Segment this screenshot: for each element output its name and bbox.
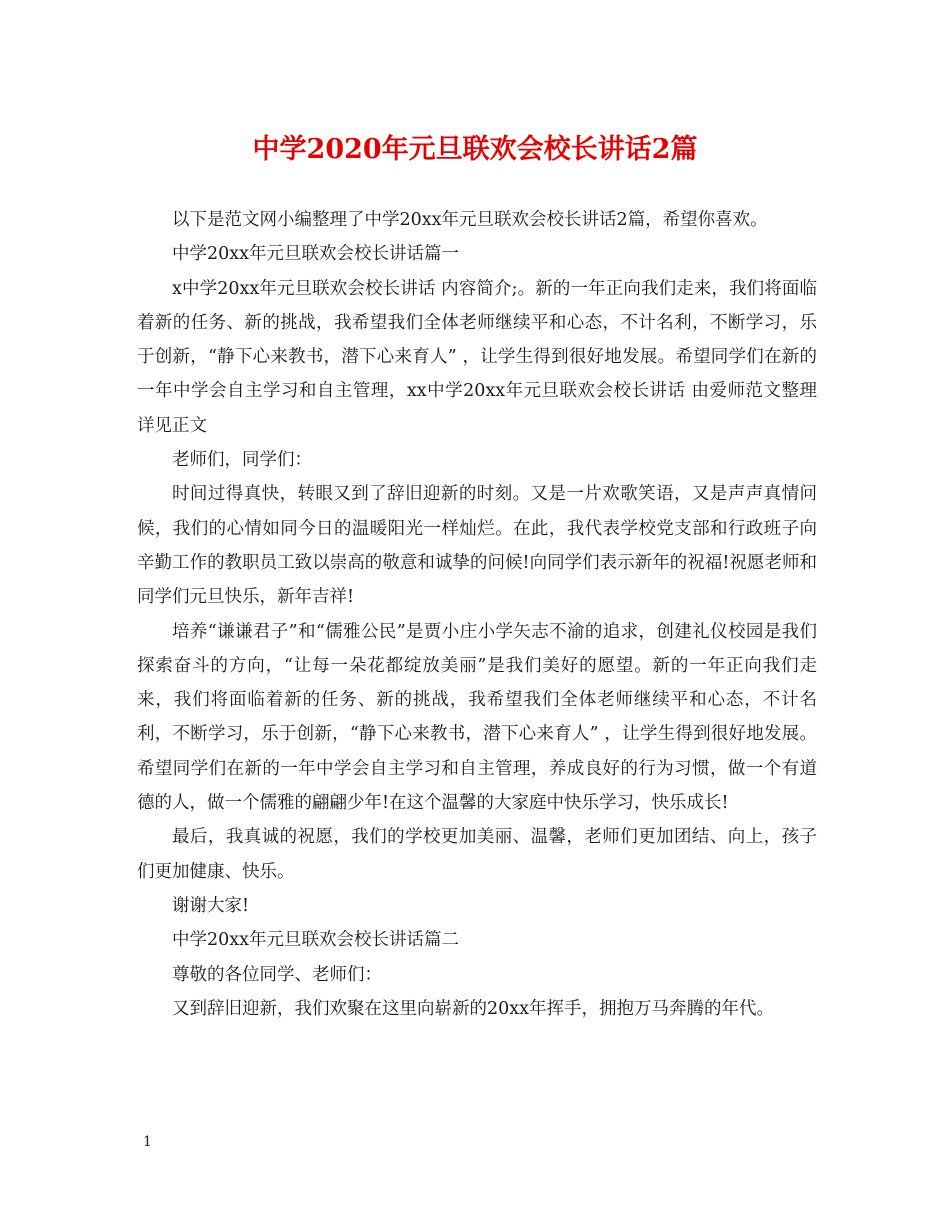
- document-title: 中学2020年元旦联欢会校长讲话2篇: [252, 134, 698, 165]
- document-body: [137, 203, 817, 1026]
- opening-paragraph-two: 又到辞旧迎新，我们欢聚在这里向崭新的20xx年挥手，拥抱万马奔腾的年代。: [172, 998, 775, 1019]
- intro-paragraph: 以下是范文网小编整理了中学20xx年元旦联欢会校长讲话2篇，希望你喜欢。: [172, 210, 768, 230]
- section-heading-one: 中学20xx年元旦联欢会校长讲话篇一: [172, 244, 460, 265]
- salutation-paragraph: 老师们，同学们：: [172, 450, 312, 471]
- page-number: 1: [143, 1134, 152, 1150]
- summary-paragraph: x中学20xx年元旦联欢会校长讲话 内容简介;。新的一年正向我们走来，我们将面临着新的任务、新的挑战，我希望我们全体老师继续平和心态，不计名利，不断学习，乐于创新，“静下心来教书，潜下心来育人” ，让学生得到很好地发展。希望同学们在新的一年中学会自主学习和自主管理，xx中学20xx年元旦联欢会校长讲话 由爱师范文整理 详见正文: [137, 278, 817, 436]
- thanks-paragraph: 谢谢大家!: [172, 895, 250, 916]
- section-heading-two: 中学20xx年元旦联欢会校长讲话篇二: [172, 930, 460, 951]
- greeting-paragraph: 时间过得真快，转眼又到了辞旧迎新的时刻。又是一片欢歌笑语，又是声声真情问候，我们的心情如同今日的温暖阳光一样灿烂。在此，我代表学校党支部和行政班子向辛勤工作的教职员工致以崇高的敬意和诚挚的问候!向同学们表示新年的祝福!祝愿老师和同学们元旦快乐，新年吉祥!: [137, 484, 817, 608]
- salutation-paragraph-two: 尊敬的各位同学、老师们：: [172, 964, 382, 985]
- goals-paragraph: 培养“谦谦君子”和“儒雅公民”是贾小庄小学矢志不渝的追求，创建礼仪校园是我们探索奋斗的方向，“让每一朵花都绽放美丽”是我们美好的愿望。新的一年正向我们走来，我们将面临着新的任务、新的挑战，我希望我们全体老师继续平和心态，不计名利，不断学习，乐于创新，“静下心来教书，潜下心来育人” ，让学生得到很好地发展。希望同学们在新的一年中学会自主学习和自主管理，养成良好的行为习惯，做一个有道德的人，做一个儒雅的翩翩少年!在这个温馨的大家庭中快乐学习，快乐成长!: [137, 621, 817, 814]
- wishes-paragraph: 最后，我真诚的祝愿，我们的学校更加美丽、温馨，老师们更加团结、向上，孩子们更加健康、快乐。: [137, 827, 817, 882]
